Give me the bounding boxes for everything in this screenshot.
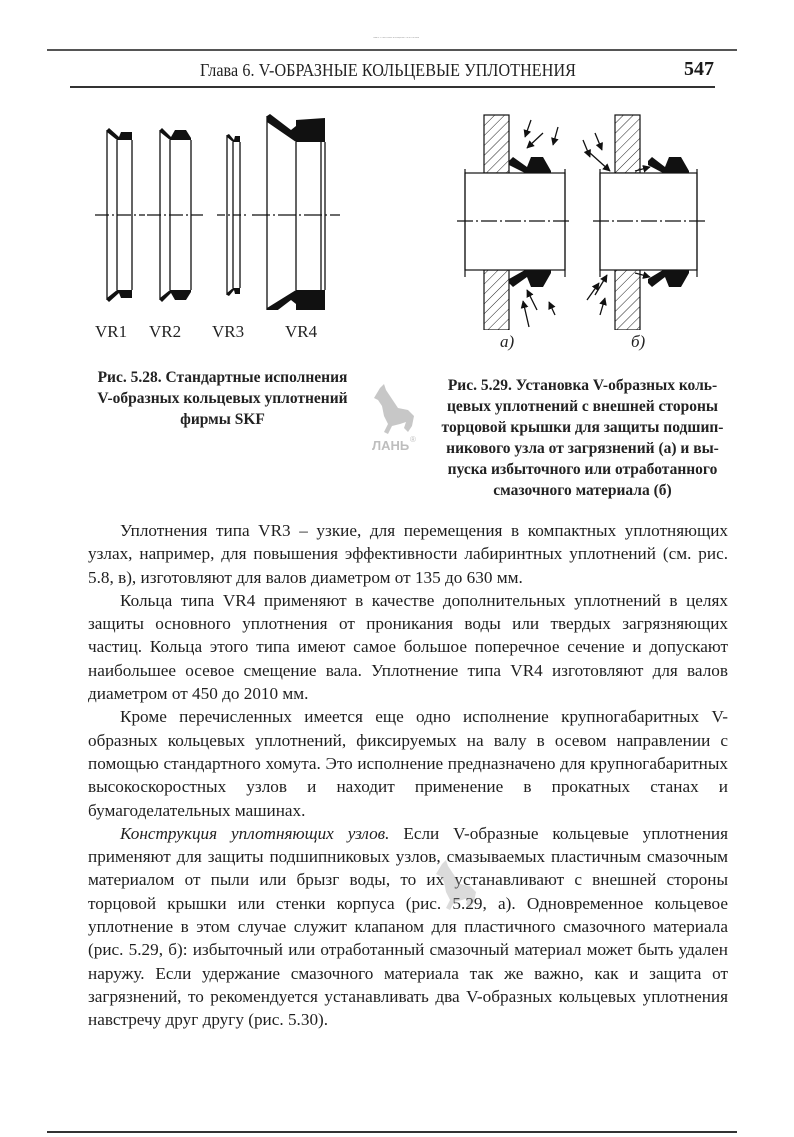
tiny-top-header: Глава 6. V-ОБРАЗНЫЕ КОЛЬЦЕВЫЕ УПЛОТНЕНИЯ bbox=[372, 37, 420, 39]
top-rule bbox=[47, 49, 737, 51]
label-variant-b: б) bbox=[631, 332, 646, 351]
caption-line: торцовой крышки для защиты подшип- bbox=[441, 419, 724, 436]
page-number: 547 bbox=[684, 58, 714, 80]
caption-line: пуска избыточного или отработанного bbox=[447, 461, 718, 478]
svg-text:®: ® bbox=[410, 435, 416, 444]
caption-line: фирмы SKF bbox=[180, 411, 265, 428]
figure-5-28 bbox=[95, 110, 355, 350]
paragraph-vr3: Уплотнения типа VR3 – узкие, для перемещения в компактных уплотняющих узлах, например, для повышения эффективности лабиринтных уплотнений (см. рис. 5.8, в), изготовляют для валов диаметром от 135 до 630 мм. bbox=[88, 521, 728, 587]
figure-5-29 bbox=[455, 105, 720, 360]
label-vr4: VR4 bbox=[285, 322, 318, 341]
label-variant-a: а) bbox=[500, 332, 515, 351]
caption-fig-5-29 bbox=[430, 375, 735, 501]
italic-subheading: Конструкция уплотняющих узлов. bbox=[120, 823, 390, 843]
caption-line: цевых уплотнений с внешней стороны bbox=[446, 398, 718, 415]
caption-line: Рис. 5.28. Стандартные исполнения bbox=[97, 369, 348, 386]
label-vr3: VR3 bbox=[212, 322, 245, 341]
paragraph-vr4: Кольца типа VR4 применяют в качестве дополнительных уплотнений в целях защиты основного уплотнения от проникания воды или твердых загрязняющих частиц. Кольца этого типа имеют самое большое поперечное сечение и допускают наибольшее осевое смещение вала. Уплотнение типа VR4 изготовляют для валов диаметром от 450 до 2010 мм. bbox=[88, 590, 728, 704]
paragraph-text: Если V-образные кольцевые уплотнения применяют для защиты подшипниковых узлов, смазываемых пластичным смазочным материалом от пыли или брызг воды, то их устанавливают с внешней стороны торцовой крышки или стенки корпуса (рис. 5.29, а). Одновременное кольцевое уплотнение в этом случае служит клапаном для пластичного смазочного материала (рис. 5.29, б): избыточный или отработанный смазочный материал может быть удален наружу. Если удержание смазочного материала так же важно, как и защита от загрязнений, то рекомендуется устанавливать два V-образных кольцевых уплотнения навстречу друг другу (рис. 5.30). bbox=[88, 823, 729, 1030]
deer-icon bbox=[432, 858, 482, 930]
deer-icon bbox=[370, 382, 420, 454]
running-header bbox=[70, 58, 718, 86]
chapter-title: Глава 6. V-ОБРАЗНЫЕ КОЛЬЦЕВЫЕ УПЛОТНЕНИЯ bbox=[200, 60, 577, 80]
watermark-text: ЛАНЬ bbox=[372, 438, 410, 453]
bottom-rule bbox=[47, 1131, 737, 1133]
lan-watermark-logo-faint bbox=[432, 858, 482, 930]
body-text bbox=[88, 519, 728, 1032]
caption-line: V-образных кольцевых уплотнений bbox=[97, 390, 348, 407]
seal-installation-drawing bbox=[455, 105, 720, 330]
caption-line: Рис. 5.29. Установка V-образных коль- bbox=[447, 377, 718, 394]
paragraph-large-seals: Кроме перечисленных имеется еще одно исполнение крупногабаритных V-образных кольцевых уплотнений, фиксируемых на валу в осевом направлении с помощью стандартного хомута. Это исполнение предназначено для крупногабаритных высокоскоростных узлов и находит применение в прокатных станах и бумагоделательных машинах. bbox=[88, 707, 728, 820]
label-vr2: VR2 bbox=[149, 322, 182, 341]
paragraph-seal-design bbox=[88, 822, 728, 1032]
header-rule bbox=[70, 86, 715, 88]
caption-fig-5-28 bbox=[80, 367, 365, 430]
label-vr1: VR1 bbox=[95, 322, 128, 341]
caption-line: никового узла от загрязнений (а) и вы- bbox=[446, 440, 719, 457]
caption-line: смазочного материала (б) bbox=[493, 482, 672, 499]
v-ring-profiles-drawing bbox=[95, 110, 355, 310]
lan-watermark-logo bbox=[370, 382, 420, 454]
